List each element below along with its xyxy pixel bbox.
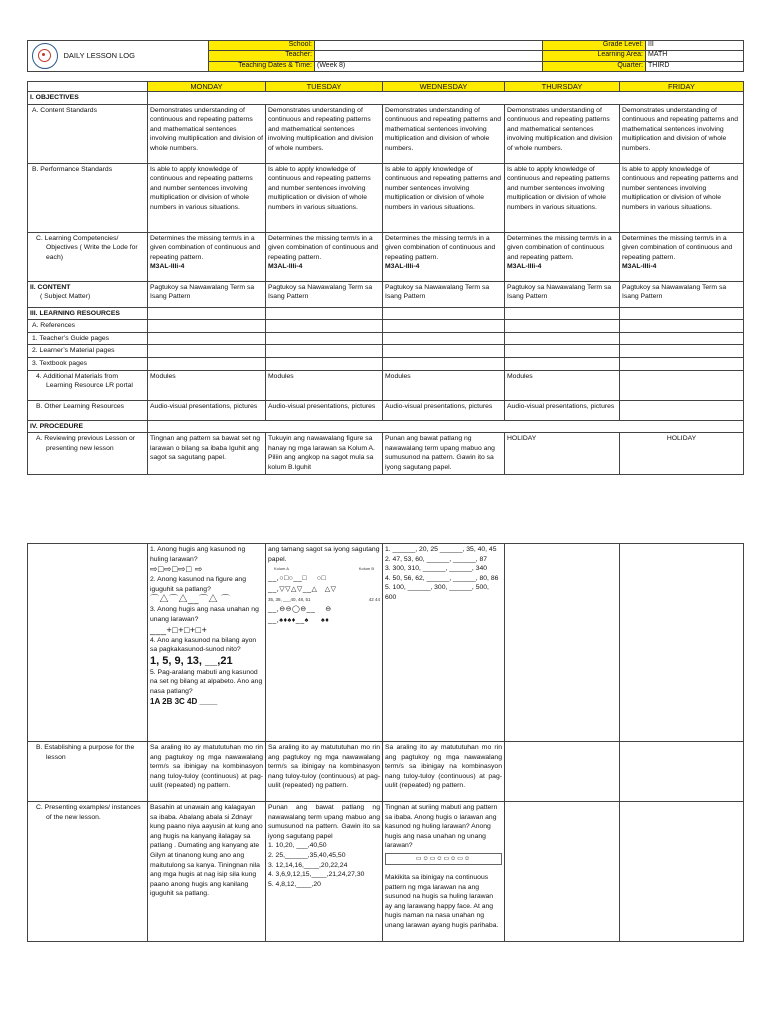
day-tuesday: TUESDAY	[266, 82, 383, 92]
lc-tue-code: M3AL-IIIi-4	[268, 263, 303, 271]
presenting-mon: Basahin at unawain ang kalagayan sa ibaba. Abalang abala si Zdnayr kung paano niya aayusin at kung ano ang hugis na kanyang ilalagay sa patlang . Dumating ang kanyang ate Gilyn at tinanong kung ano ang maitutulong sa kanya. Tiningnan nila ang mga hugis at nag isip sila kung paano anong hugis ang kanilang iguguhit sa patlang.	[148, 802, 266, 942]
lesson-log-page-1	[27, 40, 743, 475]
tb-empty-5	[620, 357, 744, 370]
competencies-label-text: C. Learning Competencies/ Objectives ( Write the Lode for each)	[36, 234, 138, 261]
tue-shape-row-2-icon: __,▽▽△▽__△ △▽	[268, 586, 337, 594]
quarter-label: Quarter:	[543, 61, 646, 71]
objectives-empty	[148, 92, 744, 105]
presenting-wed	[383, 802, 505, 942]
tg-label: 1. Teacher’s Guide pages	[28, 332, 148, 345]
mon-q4-sequence: 1, 5, 9, 13, __,21	[150, 654, 233, 667]
mon-q3: 3. Anong hugis ang nasa unahan ng unang larawan?	[150, 606, 259, 623]
ref-empty-2	[266, 320, 383, 333]
tb-empty-2	[266, 357, 383, 370]
ref-empty-1	[148, 320, 266, 333]
other-tue: Audio-visual presentations, pictures	[266, 400, 383, 420]
ps-wed: Is able to apply knowledge of continuous and repeating patterns and number sentences involving multiplication or division of whole numbers in various situations.	[383, 163, 505, 232]
lm-empty-5	[620, 345, 744, 358]
wed-item-2: 2. 47, 53, 60, ______, ______, 87	[385, 555, 488, 563]
ps-tue: Is able to apply knowledge of continuous and repeating patterns and number sentences involving multiplication or division of whole numbers in various situations.	[266, 163, 383, 232]
lm-empty-3	[383, 345, 505, 358]
lc-mon-text: Determines the missing term/s in a given combination of continuous and repeating pattern.	[150, 234, 261, 261]
lm-empty-2	[266, 345, 383, 358]
cs-wed: Demonstrates understanding of continuous and repeating patterns and mathematical sentences involving multiplication and division of whole numbers.	[383, 104, 505, 163]
content-label-text: II. CONTENT	[30, 283, 71, 291]
dates-value: (Week 8)	[315, 61, 543, 71]
purpose-thu	[505, 742, 620, 802]
school-value	[315, 41, 543, 51]
tb-empty-1	[148, 357, 266, 370]
day-wednesday: WEDNESDAY	[383, 82, 505, 92]
ref-empty-5	[620, 320, 744, 333]
triangle-arc-pattern-icon: ⌒△⌒△__⌒△ ⌒	[150, 594, 231, 605]
purpose-mon: Sa araling ito ay matututuhan mo rin ang pagtukoy ng mga nawawalang term/s sa ibinigay na kombinasyon nang tuloy-tuloy (continuous) at pag-uulit (repeated) ng pattern.	[148, 742, 266, 802]
happy-face-pattern-icon: ▭☺▭☺▭☺▭☺	[385, 853, 502, 865]
topic-mon: Pagtukoy sa Nawawalang Term sa Isang Pattern	[148, 281, 266, 307]
area-value: MATH	[646, 51, 744, 61]
tb-label: 3. Textbook pages	[28, 357, 148, 370]
resources-label: III. LEARNING RESOURCES	[28, 307, 148, 320]
purpose-label-text: B. Establishing a purpose for the lesson	[36, 744, 135, 761]
purpose-wed: Sa araling ito ay matututuhan mo rin ang pagtukoy ng mga nawawalang term/s sa ibinigay na kombinasyon nang tuloy-tuloy (continuous) at pag-uulit (repeated) ng pattern.	[383, 742, 505, 802]
presenting-tue-intro: Punan ang bawat patlang ng nawawalang term upang mabuo ang sumusunod na pattern. Gawin ito sa iyong sagutang papel	[268, 804, 380, 840]
tb-empty-3	[383, 357, 505, 370]
dates-label: Teaching Dates & Time:	[209, 61, 315, 71]
lc-fri-code: M3AL-IIIi-4	[622, 263, 657, 271]
add-wed: Modules	[383, 370, 505, 400]
add-thu: Modules	[505, 370, 620, 400]
header-table	[27, 40, 744, 72]
day-monday: MONDAY	[148, 82, 266, 92]
lesson-log-page-2	[27, 543, 743, 942]
presenting-label	[28, 802, 148, 942]
tue-shape-row-1-icon: __,○□○__□ ○□	[268, 575, 327, 583]
res-empty-1	[148, 307, 266, 320]
purpose-tue: Sa araling ito ay matututuhan mo rin ang pagtukoy ng mga nawawalang term/s sa ibinigay na kombinasyon nang tuloy-tuloy (continuous) at pag-uulit (repeated) ng pattern.	[266, 742, 383, 802]
holiday-thu: HOLIDAY	[505, 433, 620, 474]
ref-empty-4	[505, 320, 620, 333]
topic-fri: Pagtukoy sa Nawawalang Term sa Isang Pattern	[620, 281, 744, 307]
other-label	[28, 400, 148, 420]
lc-tue	[266, 232, 383, 281]
purpose-fri	[620, 742, 744, 802]
tg-empty-2	[266, 332, 383, 345]
presenting-wed-intro: Tingnan at suriing mabuti ang pattern sa ibaba. Anong hugis o larawan ang kasunod ng huling larawan? Anong hugis ang nasa unahan ng unang larawan?	[385, 804, 498, 850]
review-tue-cont	[266, 544, 383, 742]
topic-wed: Pagtukoy sa Nawawalang Term sa Isang Pattern	[383, 281, 505, 307]
arrow-pattern-icon: ⇨□⇨□⇨□ ⇨	[150, 564, 203, 575]
add-fri	[620, 370, 744, 400]
day-thursday: THURSDAY	[505, 82, 620, 92]
tue-col-a: Kolum A	[274, 566, 289, 572]
res-empty-4	[505, 307, 620, 320]
lc-fri-text: Determines the missing term/s in a given combination of continuous and repeating pattern.	[622, 234, 733, 261]
review-tue: Tukuyin ang nawawalang figure sa hanay ng mga larawan sa Kolum A. Piliin ang angkop na sagot mula sa kolum B.Iguhit	[266, 433, 383, 474]
lc-mon	[148, 232, 266, 281]
lc-thu	[505, 232, 620, 281]
res-empty-5	[620, 307, 744, 320]
presenting-tue-item-2: 2. 25,______,35,40,45,50	[268, 851, 346, 859]
presenting-tue-item-3: 3. 12,14,16,____,20,22,24	[268, 861, 348, 869]
tg-empty-1	[148, 332, 266, 345]
cs-fri: Demonstrates understanding of continuous and repeating patterns and mathematical sentences involving multiplication and division of whole numbers.	[620, 104, 744, 163]
review-fri-cont	[620, 544, 744, 742]
grade-value: III	[646, 41, 744, 51]
references-label: A. References	[28, 320, 148, 333]
lm-empty-4	[505, 345, 620, 358]
wed-item-5: 5. 100, ______, 300, ______, 500, 600	[385, 584, 489, 601]
procedure-label: IV. PROCEDURE	[28, 420, 148, 433]
days-corner	[28, 82, 148, 92]
doc-title	[62, 41, 209, 72]
tg-empty-4	[505, 332, 620, 345]
tue-column-headers	[268, 564, 380, 573]
lc-mon-code: M3AL-IIIi-4	[150, 263, 185, 271]
day-friday: FRIDAY	[620, 82, 744, 92]
other-wed: Audio-visual presentations, pictures	[383, 400, 505, 420]
cs-mon: Demonstrates understanding of continuous and repeating patterns and mathematical sentences involving multiplication and division of whole numbers.	[148, 104, 266, 163]
other-thu: Audio-visual presentations, pictures	[505, 400, 620, 420]
tue-row-3	[268, 595, 380, 604]
presenting-tue-item-1: 1. 10,20, ___,40,50	[268, 842, 327, 850]
other-mon: Audio-visual presentations, pictures	[148, 400, 266, 420]
other-fri	[620, 400, 744, 420]
add-mon: Modules	[148, 370, 266, 400]
lm-empty-1	[148, 345, 266, 358]
doc-title-text: DAILY LESSON LOG	[63, 51, 135, 60]
purpose-label	[28, 742, 148, 802]
objectives-label: I. OBJECTIVES	[28, 92, 148, 105]
wed-item-1: 1. ______, 20, 25 ______, 35, 40, 45	[385, 546, 497, 553]
main-table-2	[27, 543, 744, 942]
subject-matter-text: ( Subject Matter)	[40, 293, 91, 301]
review-label	[28, 433, 148, 474]
tue-row-3-ans: 42 44	[368, 597, 380, 603]
tb-empty-4	[505, 357, 620, 370]
mon-q2: 2. Anong kasunod na figure ang iguguhit sa patlang?	[150, 576, 246, 593]
quarter-value: THIRD	[646, 61, 744, 71]
presenting-fri	[620, 802, 744, 942]
area-label: Learning Area:	[543, 51, 646, 61]
presenting-wed-text: Makikita sa ibinigay na continuous pattern ng mga larawan na ang susunod na hugis sa huling larawan ay ang larawang happy face. At ang hugis naman na nasa unahan ng unang larawan ayang hugis parihaba.	[385, 873, 499, 929]
tg-empty-5	[620, 332, 744, 345]
lc-thu-text: Determines the missing term/s in a given combination of continuous and repeating pattern.	[507, 234, 612, 261]
content-standards-label: A. Content Standards	[28, 104, 148, 163]
other-label-text: B. Other Learning Resources	[36, 402, 125, 410]
grade-label: Grade Level:	[543, 41, 646, 51]
additional-label	[28, 370, 148, 400]
lc-wed-text: Determines the missing term/s in a given combination of continuous and repeating pattern.	[385, 234, 496, 261]
cont-label-empty	[28, 544, 148, 742]
lc-tue-text: Determines the missing term/s in a given combination of continuous and repeating pattern.	[268, 234, 379, 261]
mon-q5-sequence: 1A 2B 3C 4D ____	[150, 696, 218, 706]
mon-q5: 5. Pag-aralang mabuti ang kasunod na set ng bilang at alpabeto. Ano ang nasa patlang?	[150, 668, 263, 695]
deped-seal	[28, 41, 62, 72]
lc-wed	[383, 232, 505, 281]
lc-fri	[620, 232, 744, 281]
res-empty-3	[383, 307, 505, 320]
review-label-text: A. Reviewing previous Lesson or presenting new lesson	[36, 435, 135, 452]
lm-label: 2. Learner’s Material pages	[28, 345, 148, 358]
school-label: School:	[209, 41, 315, 51]
teacher-label: Teacher:	[209, 51, 315, 61]
presenting-tue	[266, 802, 383, 942]
holiday-fri: HOLIDAY	[620, 433, 744, 474]
competencies-label	[28, 232, 148, 281]
add-tue: Modules	[266, 370, 383, 400]
tg-empty-3	[383, 332, 505, 345]
review-mon: Tingnan ang pattern sa bawat set ng larawan o bilang sa ibaba Iguhit ang sagot sa sagutang papel.	[148, 433, 266, 474]
review-mon-cont	[148, 544, 266, 742]
tue-shape-row-5-icon: __,♠♦♠♦__♠ ♠♦	[268, 617, 330, 625]
wed-item-3: 3. 300, 310, ______, ______, 340	[385, 565, 488, 573]
cross-box-pattern-icon: ___+□+□+□+	[150, 624, 208, 635]
topic-tue: Pagtukoy sa Nawawalang Term sa Isang Pattern	[266, 281, 383, 307]
cs-thu: Demonstrates understanding of continuous and repeating patterns and mathematical sentences involving multiplication and division of whole numbers.	[505, 104, 620, 163]
res-empty-2	[266, 307, 383, 320]
content-label	[28, 281, 148, 307]
ps-fri: Is able to apply knowledge of continuous and repeating patterns and number sentences involving multiplication or division of whole numbers in various situations.	[620, 163, 744, 232]
wed-item-4: 4. 50, 56, 62, ______, ______, 80, 86	[385, 574, 499, 582]
cs-tue: Demonstrates understanding of continuous and repeating patterns and mathematical sentences involving multiplication and division of whole numbers.	[266, 104, 383, 163]
lc-thu-code: M3AL-IIIi-4	[507, 263, 542, 271]
presenting-thu	[505, 802, 620, 942]
tue-shape-row-4-icon: __,⊖⊖◯⊖__ ⊖	[268, 606, 332, 614]
mon-q4: 4. Ano ang kasunod na bilang ayon sa pagkakasunod-sunod nito?	[150, 636, 257, 654]
presenting-tue-item-4: 4. 3,6,9,12,15,____,21,24,27,30	[268, 871, 365, 879]
presenting-tue-item-5: 5. 4,8,12,____,20	[268, 880, 321, 888]
performance-standards-label: B. Performance Standards	[28, 163, 148, 232]
review-wed: Punan ang bawat patlang ng nawawalang term upang mabuo ang sumusunod na pattern. Gawin ito sa iyong sagutang papel.	[383, 433, 505, 474]
main-table-1	[27, 81, 744, 475]
mon-q1: 1. Anong hugis ang kasunod ng huling larawan?	[150, 546, 246, 563]
ps-mon: Is able to apply knowledge of continuous and repeating patterns and number sentences involving multiplication or division of whole numbers in various situations.	[148, 163, 266, 232]
review-thu-cont	[505, 544, 620, 742]
teacher-value	[315, 51, 543, 61]
review-wed-cont	[383, 544, 505, 742]
tue-row-3-seq: 35, 38, ___40, 48, 51	[268, 597, 311, 603]
ps-thu: Is able to apply knowledge of continuous and repeating patterns and number sentences involving multiplication or division of whole numbers in various situations.	[505, 163, 620, 232]
ref-empty-3	[383, 320, 505, 333]
lc-wed-code: M3AL-IIIi-4	[385, 263, 420, 271]
presenting-label-text: C. Presenting examples/ instances of the new lesson.	[36, 804, 141, 821]
additional-label-text: 4. Additional Materials from Learning Resource LR portal	[36, 372, 133, 390]
tue-cont-text: ang tamang sagot sa iyong sagutang papel.	[268, 546, 380, 563]
procedure-empty	[148, 420, 744, 433]
tue-col-b: Kolum B	[358, 566, 374, 572]
seal-icon	[32, 43, 58, 69]
topic-thu: Pagtukoy sa Nawawalang Term sa Isang Pattern	[505, 281, 620, 307]
